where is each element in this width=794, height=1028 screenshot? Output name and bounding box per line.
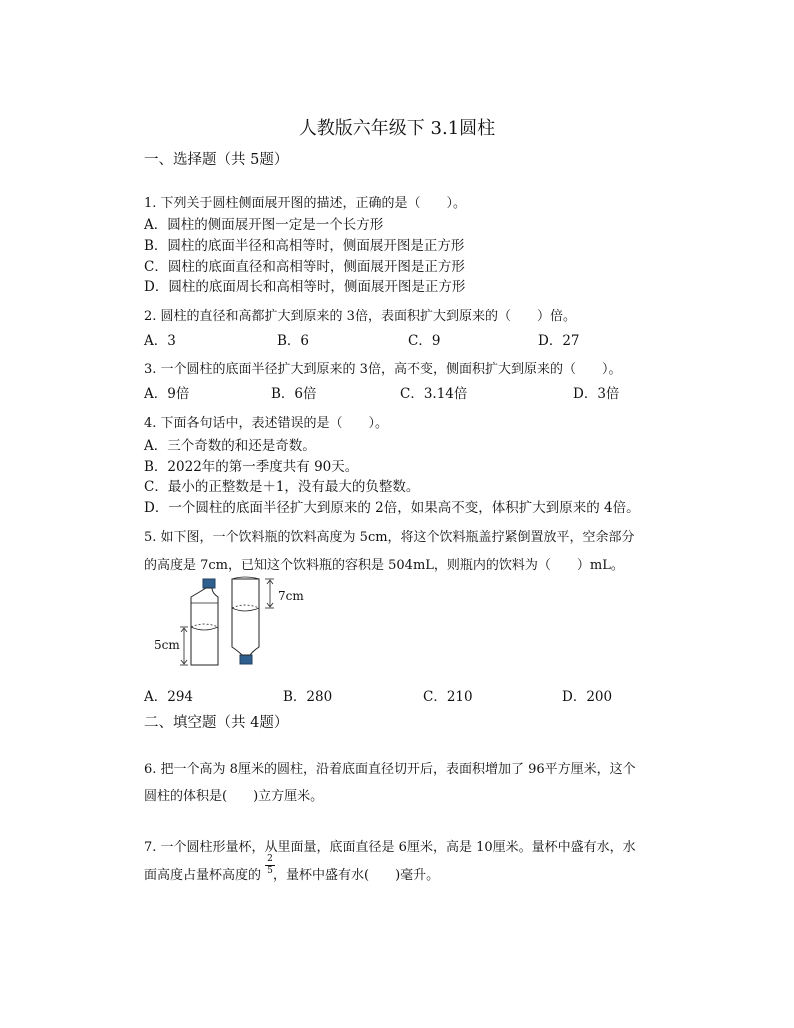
question-6-line1: 6. 把一个高为 8厘米的圆柱，沿着底面直径切开后，表面积增加了 96平方厘米，这个 xyxy=(144,762,636,777)
question-5-option-c: C．210 xyxy=(423,689,473,705)
question-5-option-d: D．200 xyxy=(562,689,613,705)
question-2-option-c: C．9 xyxy=(408,333,441,349)
fraction-two-fifths xyxy=(265,855,275,876)
question-3-option-d: D．3倍 xyxy=(573,386,620,402)
dimension-5cm xyxy=(180,627,188,665)
question-6-line2: 圆柱的体积是( )立方厘米。 xyxy=(144,789,324,804)
upright-bottle xyxy=(191,579,218,665)
section-heading-choice: 一、选择题（共 5题） xyxy=(144,152,289,168)
inverted-bottle xyxy=(232,577,259,664)
question-1-option-d: D．圆柱的底面周长和高相等时，侧面展开图是正方形 xyxy=(144,279,466,295)
label-5cm: 5cm xyxy=(154,638,180,652)
label-7cm: 7cm xyxy=(278,589,304,603)
question-5-option-b: B．280 xyxy=(283,689,333,705)
question-4-stem: 4. 下面各句话中，表述错误的是（ ）。 xyxy=(144,416,389,431)
question-1-option-b: B．圆柱的底面半径和高相等时，侧面展开图是正方形 xyxy=(144,238,465,254)
question-7-line2-after-fraction: ，量杯中盛有水( )毫升。 xyxy=(273,868,440,883)
question-3-option-b: B．6倍 xyxy=(271,386,317,402)
question-5-stem-line2: 的高度是 7cm，已知这个饮料瓶的容积是 504mL，则瓶内的饮料为（ ）mL。 xyxy=(144,558,624,573)
section-heading-fill: 二、填空题（共 4题） xyxy=(144,715,289,731)
question-3-stem: 3. 一个圆柱的底面半径扩大到原来的 3倍，高不变，侧面积扩大到原来的（ ）。 xyxy=(144,362,622,377)
question-7-line1: 7. 一个圆柱形量杯，从里面量，底面直径是 6厘米，高是 10厘米。量杯中盛有水，水 xyxy=(144,840,636,855)
question-4-option-d: D．一个圆柱的底面半径扩大到原来的 2倍，如果高不变，体积扩大到原来的 4倍。 xyxy=(144,500,640,516)
fraction-denominator: 5 xyxy=(267,866,273,876)
question-4-option-a: A．三个奇数的和还是奇数。 xyxy=(144,438,316,454)
question-4-option-c: C．最小的正整数是＋1，没有最大的负整数。 xyxy=(144,479,420,495)
dimension-7cm xyxy=(265,579,274,608)
question-1-stem: 1. 下列关于圆柱侧面展开图的描述，正确的是（ ）。 xyxy=(144,196,467,211)
question-2-option-d: D．27 xyxy=(538,333,580,349)
question-4-option-b: B．2022年的第一季度共有 90天。 xyxy=(144,459,359,475)
question-7-line2-before-fraction: 面高度占量杯高度的 xyxy=(144,868,262,883)
question-5-option-a: A．294 xyxy=(144,689,194,705)
fraction-numerator: 2 xyxy=(267,854,273,864)
question-5-stem-line1: 5. 如下图，一个饮料瓶的饮料高度为 5cm，将这个饮料瓶盖拧紧倒置放平，空余部分 xyxy=(144,530,635,545)
question-3-option-a: A．9倍 xyxy=(144,386,190,402)
question-2-option-b: B．6 xyxy=(277,333,310,349)
question-2-option-a: A．3 xyxy=(144,333,176,349)
question-7-line2 xyxy=(144,864,439,883)
question-3-option-c: C．3.14倍 xyxy=(400,386,468,402)
question-1-option-c: C．圆柱的底面直径和高相等时，侧面展开图是正方形 xyxy=(144,259,465,275)
question-1-option-a: A．圆柱的侧面展开图一定是一个长方形 xyxy=(144,217,384,233)
page-title: 人教版六年级下 3.1圆柱 xyxy=(298,118,496,139)
question-2-stem: 2. 圆柱的直径和高都扩大到原来的 3倍，表面积扩大到原来的（ ）倍。 xyxy=(144,309,576,324)
